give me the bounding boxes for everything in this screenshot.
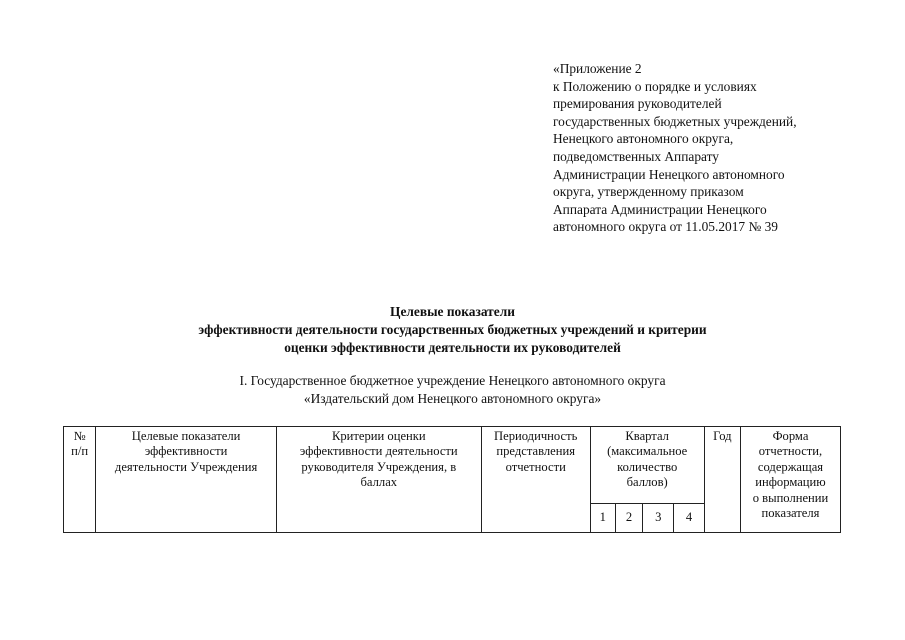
section-line: I. Государственное бюджетное учреждение Ненецкого автономного округа — [239, 373, 666, 388]
header-indicators: Целевые показатели эффективности деятельности Учреждения — [96, 427, 277, 533]
appendix-line: Ненецкого автономного округа, — [553, 131, 734, 147]
header-quarter: Квартал (максимальное количество баллов) — [590, 427, 704, 504]
title-line: Целевые показатели — [390, 304, 515, 319]
header-periodicity: Периодичность представления отчетности — [481, 427, 590, 533]
appendix-line: автономного округа от 11.05.2017 № 39 — [553, 219, 778, 235]
header-criteria: Критерии оценки эффективности деятельности руководителя Учреждения, в баллах — [276, 427, 481, 533]
header-number: № п/п — [64, 427, 96, 533]
appendix-line: Аппарата Администрации Ненецкого — [553, 201, 767, 217]
appendix-line: подведомственных Аппарату — [553, 148, 719, 164]
table-header-row — [64, 427, 841, 504]
section-heading — [0, 372, 905, 408]
quarter-cell: 2 — [615, 504, 642, 533]
header-report-form: Форма отчетности, содержащая информацию о выполнении показателя — [741, 427, 841, 533]
appendix-note — [553, 60, 883, 236]
appendix-line: Администрации Ненецкого автономного — [553, 166, 785, 182]
quarter-cell: 3 — [643, 504, 674, 533]
appendix-line: к Положению о порядке и условиях — [553, 78, 757, 94]
indicators-table — [63, 426, 841, 533]
quarter-cell: 4 — [674, 504, 704, 533]
header-year: Год — [704, 427, 740, 533]
appendix-line: округа, утвержденному приказом — [553, 184, 744, 200]
section-line: «Издательский дом Ненецкого автономного округа» — [303, 391, 602, 406]
quarter-cell: 1 — [590, 504, 615, 533]
title-line: эффективности деятельности государственных бюджетных учреждений и критерии — [198, 322, 707, 337]
title-line: оценки эффективности деятельности их руководителей — [284, 340, 621, 355]
appendix-line: «Приложение 2 — [553, 61, 642, 76]
appendix-line: премирования руководителей — [553, 96, 722, 112]
document-title — [0, 303, 905, 357]
appendix-line: государственных бюджетных учреждений, — [553, 113, 797, 129]
